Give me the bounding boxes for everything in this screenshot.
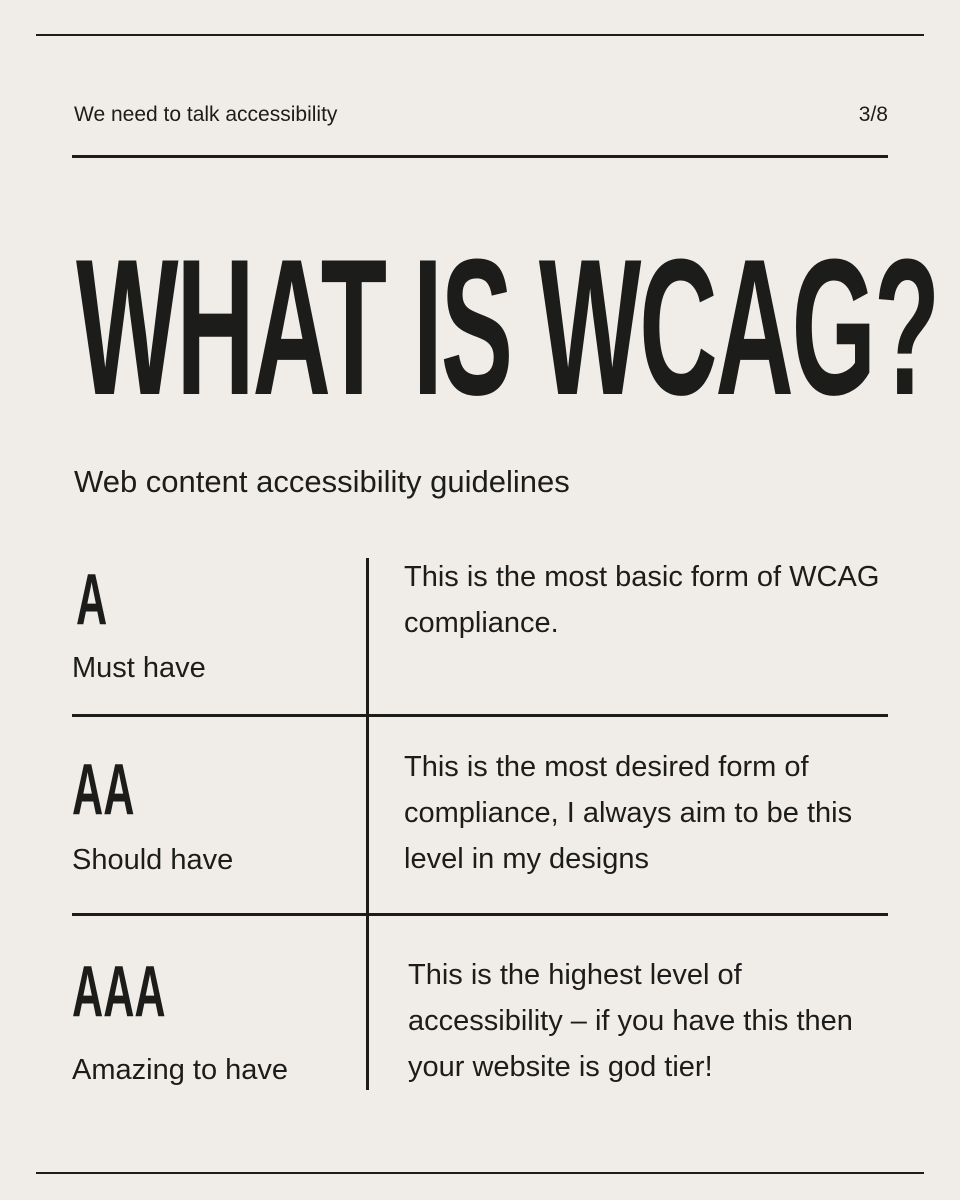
level-priority: Amazing to have: [72, 1054, 289, 1086]
page-subtitle: Web content accessibility guidelines: [74, 464, 570, 499]
page-headline: WHAT IS WCAG?: [76, 219, 938, 436]
level-label: AAA: [72, 952, 166, 1032]
wcag-levels-table: [72, 558, 888, 1090]
level-description: This is the most desired form of compliance, I always aim to be this level in my designs: [404, 751, 853, 875]
top-border-rule: [36, 34, 924, 36]
level-description: This is the highest level of accessibility – if you have this then your website is god tier!: [408, 959, 853, 1083]
level-priority: Must have: [72, 652, 206, 684]
level-priority: Should have: [72, 844, 234, 876]
level-label: AA: [72, 750, 135, 830]
table-column-divider: [366, 558, 369, 1090]
level-label: A: [76, 560, 108, 640]
level-description: This is the most basic form of WCAG compliance.: [404, 561, 880, 639]
table-row-divider: [72, 714, 888, 717]
table-row-divider: [72, 913, 888, 916]
series-title: We need to talk accessibility: [74, 103, 338, 126]
page-counter: 3/8: [858, 103, 888, 126]
bottom-border-rule: [36, 1172, 924, 1174]
header-divider: [72, 155, 888, 158]
